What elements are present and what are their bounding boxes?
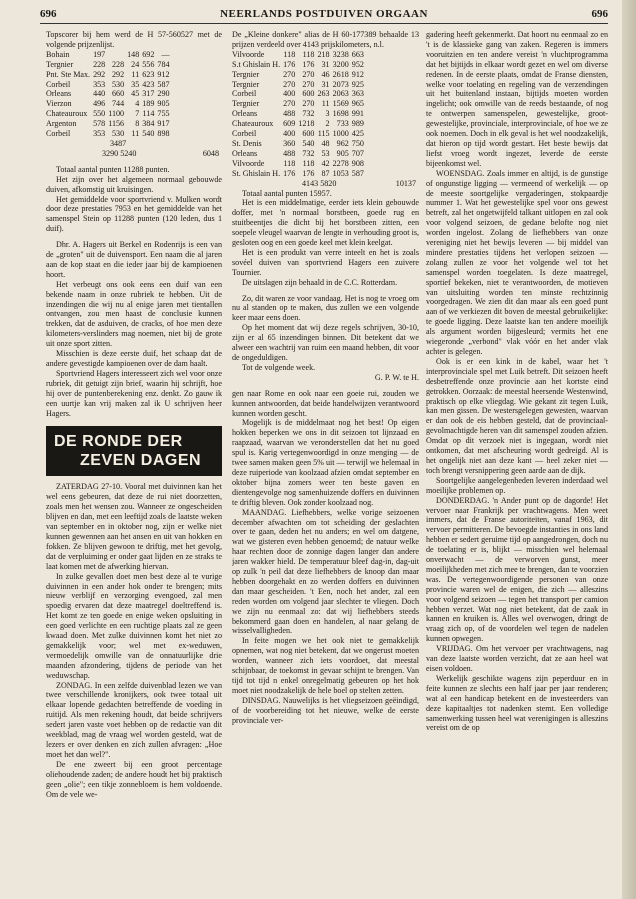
table-cell: 912 — [351, 69, 364, 79]
total-b: 10137 — [395, 178, 416, 188]
table-cell: 600 — [302, 129, 315, 139]
table-cell: 587 — [351, 168, 364, 178]
table-row — [232, 139, 367, 149]
page-spine — [622, 0, 636, 899]
table-row — [232, 80, 367, 90]
table-cell: 530 — [111, 129, 125, 139]
table-cell: 45 — [131, 89, 140, 99]
table-cell: 270 — [283, 79, 296, 89]
paragraph: Sportvriend Hagers interesseert zich wel voor onze rubriek, dit getuigt zijn brief, waarin hij schrijft, hoe hij over de puntenberekening enz. denkt. Zo gauw ik een uurtje kan vrij maken zal ik U schrijven heer Hagers. — [46, 368, 222, 418]
table-cell: 270 — [283, 99, 296, 109]
race-name: Chateauroux — [232, 119, 274, 129]
results-totals-2 — [232, 179, 419, 189]
table-cell: 550 — [93, 109, 106, 119]
table-cell: 228 — [111, 59, 125, 69]
paragraph: Tot de volgende week. — [242, 362, 316, 372]
paragraph: ZATERDAG 27-10. Vooral met duivinnen kan het wel eens gebeuren, dat deze de rui niet doorzetten, zoals men het wensen zou. Wanneer ze ongescheiden blijven en dan, met een leeftijd zoals de laatste weken van september en in oktober nog, zijn er welke niet kunnen gewennen aan het ansen en uit van hokken en fokken. Ze blijven gewoon te driftig, met het gevolg, dat de verpluiming er onder gaat lijden en ze straks te laat komen met de afwerking hiervan. — [46, 482, 222, 571]
table-cell: 744 — [111, 99, 125, 109]
table-cell: 908 — [351, 158, 364, 168]
table-row — [46, 50, 173, 60]
table-cell: 556 — [142, 59, 155, 69]
table-cell: 784 — [157, 59, 170, 69]
table-cell: 176 — [283, 168, 296, 178]
table-cell: 176 — [302, 168, 315, 178]
column-1 — [46, 30, 222, 892]
table-cell: 176 — [283, 59, 296, 69]
table-cell: 2073 — [332, 79, 349, 89]
table-cell: 496 — [93, 99, 106, 109]
race-name: Pnt. Ste Max. — [46, 69, 91, 79]
table-cell: 732 — [302, 109, 315, 119]
banner-line-1: DE RONDE DER — [54, 433, 183, 451]
table-cell: 707 — [351, 148, 364, 158]
table-row — [46, 89, 173, 99]
table-cell: 118 — [283, 49, 296, 59]
table-cell: 290 — [157, 89, 170, 99]
total-b: 3290 5240 — [102, 148, 137, 158]
race-name: Vierzon — [46, 99, 72, 109]
table-cell — [108, 50, 127, 60]
table-cell: 270 — [283, 69, 296, 79]
table-cell: 1569 — [332, 99, 349, 109]
table-cell: 623 — [142, 69, 155, 79]
table-cell: 353 — [93, 129, 106, 139]
table-cell: 692 — [142, 49, 155, 59]
table-cell: 118 — [302, 158, 315, 168]
table-cell: 148 — [127, 49, 140, 59]
table-cell: 292 — [93, 69, 106, 79]
table-cell: 384 — [142, 119, 155, 129]
table-row — [46, 129, 173, 139]
race-name: Corbeil — [46, 79, 71, 89]
race-name: Tergnier — [232, 99, 260, 109]
table-cell: 2278 — [332, 158, 349, 168]
table-cell: 755 — [157, 109, 170, 119]
total-a: 4143 5820 — [302, 178, 337, 188]
table-cell: — — [161, 49, 170, 59]
page-number-right: 696 — [591, 8, 608, 20]
table-cell: 917 — [157, 119, 170, 129]
table-cell: 905 — [336, 148, 349, 158]
paragraph: Op het moment dat wij deze regels schrijven, 30-10, zijn er al 65 inzendingen binnen. Dit betekent dat we alweer een wachtrij van ruim een maand hebben, dit voor de ongeduldigen. — [232, 323, 419, 362]
table-cell: 2063 — [332, 89, 349, 99]
section-banner — [46, 426, 222, 476]
table-cell: 400 — [283, 129, 296, 139]
results-totals-1 — [46, 139, 222, 159]
paragraph: De ene zweert bij een groot percentage oliehoudende zaden; de andere houdt het bij praktisch geen „olie"; een tikje zonnebloem is hem voldoende. Om de vele we- — [46, 759, 222, 799]
table-cell: 750 — [351, 138, 364, 148]
total-a: 3487 — [110, 138, 127, 148]
table-cell: 115 — [317, 129, 330, 139]
paragraph: Het is een produkt van verre inteelt en het is zoals sovéel duiven van sportvriend Hagers een zuivere Tournier. — [232, 247, 419, 277]
table-cell: 24 — [131, 59, 140, 69]
table-cell: 42 — [321, 158, 330, 168]
race-name: St. Ghislain H. — [232, 168, 281, 178]
table-cell: 270 — [302, 99, 315, 109]
table-cell: 35 — [131, 79, 140, 89]
paragraph: gen naar Rome en ook naar een goeie rui, zouden we kunnen antwoorden, dat beide handelwijzen verantwoord kunnen worden gescht. — [232, 388, 419, 418]
table-cell: 989 — [351, 119, 364, 129]
paragraph: De uitslagen zijn behaald in de C.C. Rotterdam. — [242, 277, 398, 287]
race-name: Vilvoorde — [232, 49, 265, 59]
paragraph: Het gemiddelde voor sportvriend v. Mulken wordt door deze prestaties 7953 en het gemiddelde van het samenspel Stein op 11288 punten (120 leden, dus 1 duif). — [46, 194, 222, 234]
table-cell: 228 — [93, 59, 106, 69]
paragraph: MAANDAG. Liefhebbers, welke vorige seizoenen december afwachten om tot scheiding der geslachten over te gaan, deden het nu anders; en wel om datgene, wat we gisteren even hebben genoemd; de natuur welke haar rechten door de zonnige dagen langer dan andere jaren wakker hield. De temperatuur bleef dag-in, dag-uit op zulk 'n peil dat deze liefhebbers de knoop dan maar hebben doorgehakt en zo werden doffers en duivinnen dan maar gescheiden. 't Een, noch het ander, zal een reden worden om volgend jaar slechter te vliegen. Doch we zijn nu eenmaal zo: dat wij liefhebbers steeds bekommerd gaan doen en handelen, al naar gelang de wisselvalligheden. — [232, 507, 419, 636]
race-name: Chateauroux — [46, 109, 88, 119]
table-cell: 263 — [317, 89, 330, 99]
paragraph: In feite mogen we het ook niet te gemakkelijk opnemen, wat nog niet betekent, dat we ongerust moeten worden, wanneer zich iets voordoet, dat meestal schijnbaar, de toekomst in gevaar schijnt te brengen. Van tijd tot tijd n enkel onregelmatig gebeuren op het hok moet niet noodzakelijk de hele boel op stelten zetten. — [232, 636, 419, 695]
table-cell: 1100 — [108, 109, 125, 119]
table-cell: 440 — [93, 89, 106, 99]
table-cell: 540 — [142, 129, 155, 139]
results-table-2 — [232, 50, 367, 179]
paragraph: Ook is er een kink in de kabel, waar het 't interprovinciale spel met Luik betreft. Dit seizoen heeft desbetreffende onze provincie aan het kortste eind getrokken. Oorzaak: de meestal heersende Westenwind, praktisch op elke vliegdag. Wie gekant zit tegen Luik, kan men gissen. De westersgelegen gewesten, waarvan er dan ook de eis hebben gesteld, dat de provinciaal-gevolmachtigde heren van dit samenspel zouden afzien. Omdat op dit verzoek niet is ingegaan, wordt niet ontkomen, dat met afscheuring wordt gedreigd. Al is het ongelijk niet aan deze kant — heel zeker niet — toch brengt versnippering geen aarde aan de dijk. — [426, 356, 608, 475]
table-cell: 3200 — [332, 59, 349, 69]
paragraph: WOENSDAG. Zoals immer en altijd, is de gunstige of ongunstige ligging — vermeend of werkelijk — op de meeste soortgelijke vergaderingen, stokpaardje nummer 1. Wat het gewestelijke spel voor ons gewest betreft, zal het ongetwijfeld talkant uitlopen en zal ook voor volgend seizoen, de gedane belofte nog niet worden ingelost. Zolang de liefhebbers van onze vereniging niet het bewijs leveren — bij middel van mindere prestaties tijdens het verlopen seizoen — zolang zullen ze voor het volgende wel tot het samenspel worden toegelaten. Is deze maatregel, sportief bekeken, niet te verantwoorden, de motieven van uitsluiting worden ten minste rechtzinnig voorgedragen. We zien dit dan maar als een goed punt aan of we verkiezen dit boven de meestal gebruikelijke: te goede ligging. Deze laatste kan ten andere moeilijk als argument worden bijgesleurd; vermits het ene wiegeronde „verbond" vlak vóór en het ander vlak achter is gelegen. — [426, 168, 608, 356]
table-row — [46, 60, 173, 70]
table-cell: 925 — [351, 79, 364, 89]
banner-line-2: ZEVEN DAGEN — [80, 452, 202, 470]
table-cell: 609 — [283, 119, 296, 129]
intro-text: De „Kleine donkere" alias de H 60-177389 behaalde 13 prijzen verdeeld over 4143 prijskilometers, n.l. — [232, 30, 419, 49]
table-cell: 270 — [302, 69, 315, 79]
paragraph: Het verbeugt ons ook eens een duif van een bekende naam in onze rubriek te hebben. Uit de inzendingen die wij nu al enige jaren met tientallen ontvangen, zou men haast de conclusie kunnen trekken, dat de asduiven, de cracks, of hoe men deze kilometers-verslinders mag noemen, niet bij de grote uit onze sport zitten. — [46, 279, 222, 349]
table-cell: 530 — [111, 79, 125, 89]
header-rule — [40, 23, 608, 24]
table-cell: 11 — [321, 99, 330, 109]
table-cell: 400 — [283, 89, 296, 99]
table-cell: 218 — [317, 49, 330, 59]
journal-title: NEERLANDS POSTDUIVEN ORGAAN — [220, 8, 428, 20]
race-name: St. Denis — [232, 138, 262, 148]
intro-text: Topscorer bij hem werd de H 57-560527 met de volgende prijzenlijst. — [46, 30, 222, 49]
table-cell: 488 — [283, 109, 296, 119]
paragraph: Mogelijk is de middelmaat nog het best! Op eigen hokken beperken we ons in dit seizoen tot lijnzaad en raapzaad, waarvan we veronderstellen dat het nu goed spul is. Karig vertegenwoordigd in onze menging — de twee samen maken geen 5% uit — terwijl we helemaal in deze ruiperiode van koolzaad afzien omdat september en oktober bijna zomers weer ten beste gaven en dientengevolge nog samenhuizende doffers en duivinnen te driftig bleven. Ook zonder koolzaad nog. — [232, 418, 419, 507]
table-cell: 31 — [321, 59, 330, 69]
table-cell: 587 — [157, 79, 170, 89]
column-3 — [426, 30, 608, 892]
paragraph: gadering heeft gekenmerkt. Dat hoort nu eenmaal zo en 't is de klassieke gang van zaken. Regeren is immers vooruitzien en ten andere vereist 'n vluchtprogramma dat het bijtijds in elkaar wordt gezet en wel om diverse redenen. In de eerste plaats, omdat de Franse diensten, welke voor toelating en regeling van de verzendingen uit het buitenland instaan, bijtijds moeten worden ingelicht; ook omwille van de reeds bestaande, of nog te ontwerpen samenspelen, gewestelijke, groot-gewestelijke, provinciale, interprovinciale, of hoe we ze ook noemen. Doch in elk geval is het wel noodzakelijk, dat hieron op tijd wordt gestart. Het beste bewijs dat liefst vroeg wordt ingezet, leverde de eerste bijeenkomst wel. — [426, 30, 608, 168]
table-cell: 114 — [142, 109, 155, 119]
table-cell: 540 — [302, 138, 315, 148]
table-cell: 898 — [157, 129, 170, 139]
paragraph: ZONDAG. In een zelfde duivenblad lezen we van twee verschillende kronijkers, ook twee totaal uit elkaar lopende gedachten betreffende de voeding in ruitijd. Als men rekening houdt, dat beide schrijvers sedert jaren vaste voet hebben op de redactie van dit weekblad, mag de vraag wel worden gesteld, wat de lezers er over denken en zich zullen afvragen: „Hoe moet het dan wel?". — [46, 680, 222, 759]
table-cell: 423 — [142, 79, 155, 89]
table-cell: 488 — [283, 148, 296, 158]
table-cell: 353 — [93, 79, 106, 89]
total-c: 6048 — [202, 148, 219, 158]
table-cell: 48 — [321, 138, 330, 148]
page-header — [40, 6, 608, 22]
table-cell: 118 — [302, 49, 315, 59]
table-cell: 578 — [93, 119, 106, 129]
race-name: Tergnier — [232, 69, 260, 79]
table-row — [46, 99, 173, 109]
paragraph: Totaal aantal punten 11288 punten. — [56, 164, 170, 174]
paragraph: Misschien is deze eerste duif, het schaap dat de andere gevestigde kampioenen over de dam haalt. — [46, 349, 222, 368]
table-row — [46, 119, 173, 129]
table-cell: 11 — [131, 69, 140, 79]
table-cell: 1156 — [108, 119, 125, 129]
race-name: Argenton — [46, 119, 77, 129]
table-cell: 197 — [93, 49, 106, 59]
table-row — [232, 129, 367, 139]
table-cell: 8 — [135, 119, 140, 129]
table-cell: 292 — [111, 69, 125, 79]
race-name: Tergnier — [46, 59, 74, 69]
table-row — [232, 99, 367, 109]
results-table-1 — [46, 50, 173, 139]
race-name: Corbeil — [46, 129, 71, 139]
table-cell: 952 — [351, 59, 364, 69]
table-cell: 965 — [351, 99, 364, 109]
table-cell: 1000 — [332, 129, 349, 139]
table-cell: 46 — [321, 69, 330, 79]
race-name: Vilvoorde — [232, 158, 265, 168]
paragraph: Soortgelijke aangelegenheden leveren inderdaad wel moeilijke problemen op. — [426, 475, 608, 495]
table-cell: 962 — [336, 138, 349, 148]
paragraph: VRIJDAG. Om het vervoer per vrachtwagens, nag van deze laatste worden verzicht, dat ze aan heel wat eisen voldoen. — [426, 644, 608, 673]
table-row — [232, 70, 367, 80]
table-row — [232, 89, 367, 99]
race-name: Corbeil — [232, 129, 257, 139]
paragraph: Totaal aantal punten 15957. — [242, 188, 332, 198]
paragraph: Het zijn over het algemeen normaal gebouwde duiven, afkomstig uit kruisingen. — [46, 174, 222, 194]
paragraph: DINSDAG. Nauwelijks is het vliegseizoen geëindigd, of de voorbereiding tot het nieuwe, welke de eerste provinciale ver- — [232, 695, 419, 725]
table-cell: 425 — [351, 129, 364, 139]
table-cell: 363 — [351, 89, 364, 99]
table-cell: 3238 — [332, 49, 349, 59]
table-cell: 600 — [302, 89, 315, 99]
paragraph: DONDERDAG. 'n Ander punt op de dagorde! Het vervoer naar Frankrijk per vrachtwagens. Men weet immers, dat de Franse autoriteiten, vanaf 1963, dit vervoer permitteren. De bevoegde instanties in ons land hebben er sedert geruime tijd op aangedrongen, doch nu de toelating er is, blijkt — misschien wel helemaal onverwacht — de verworven gunst, meer moeilijkheden met zich mee te brengen, dan te voorzien was. De vertegenwoordigende personen van onze provincie waren wel de enigen, die zich — alleszins voor volgend seizoen — tegen het transport per camion hebben verzet. Wat nog niet betekent, dat de zaak in kannen en kruiken is. Alles wel overwogen, dringt de vraag zich op, of de voordelen wel tegen de nadelen kunnen opwegen. — [426, 495, 608, 644]
signature: G. P. W. te H. — [374, 372, 419, 382]
race-name: Corbeil — [232, 89, 257, 99]
table-cell: 732 — [302, 148, 315, 158]
race-name: Orleans — [232, 109, 258, 119]
table-row — [232, 169, 367, 179]
table-row — [46, 109, 173, 119]
table-row — [232, 50, 367, 60]
page-number-left: 696 — [40, 8, 57, 20]
table-cell: 3 — [325, 109, 330, 119]
table-cell: 31 — [321, 79, 330, 89]
race-name: Orleans — [46, 89, 72, 99]
paragraph: Dhr. A. Hagers uit Berkel en Rodenrijs is een van de „groten" uit de duivensport. Een naam die al jaren aan de kop staat en die ieder jaar bij de kampioenen hoort. — [46, 240, 222, 279]
table-cell: 270 — [302, 79, 315, 89]
race-name: Orleans — [232, 148, 258, 158]
table-row — [46, 80, 173, 90]
table-row — [232, 109, 367, 119]
table-cell: 189 — [142, 99, 155, 109]
table-row — [46, 70, 173, 80]
table-cell: 317 — [142, 89, 155, 99]
table-cell: 87 — [321, 168, 330, 178]
paragraph: In zulke gevallen doet men best deze al te vurige duivinnen in een ander hok onder te brengen; mits nieuw verblijf en verzorging evengoed, zal men spoedig ervaren dat deze maatregel doeltreffend is. Het komt ze ten goede en enige weken opsluiting in een goed verlichte en een ruchtige plaats zal ze geen kwaad doen. Met zulke duivinnen komt het niet zo gemakkelijk voor; wel met ex-weduwen, vermoedelijk omwille van de onnatuurlijke drie maanden afzondering, tijdens de periode van het weduwschap. — [46, 571, 222, 680]
table-row — [232, 60, 367, 70]
table-cell: 1698 — [332, 109, 349, 119]
table-row — [232, 159, 367, 169]
table-cell: 660 — [111, 89, 125, 99]
table-cell: 912 — [157, 69, 170, 79]
paragraph: Het is een middelmatige, eerder iets klein gebouwde doffer, met 'n normaal borstbeen, goede rug en stuitbeentjes die dicht bij het borstbeen zitten, een soepele vleugel waarvan de lengte in verhouding groot is, gesloten oog en een goede keel met klein keelgat. — [232, 198, 419, 248]
table-row — [232, 149, 367, 159]
race-name: Tergnier — [232, 79, 260, 89]
table-cell: 2 — [325, 119, 330, 129]
table-cell: 733 — [336, 119, 349, 129]
table-cell: 1053 — [332, 168, 349, 178]
table-cell: 4 — [135, 99, 140, 109]
table-cell: 360 — [283, 138, 296, 148]
table-cell: 991 — [351, 109, 364, 119]
table-cell: 2618 — [332, 69, 349, 79]
table-cell: 11 — [131, 129, 140, 139]
table-cell: 905 — [157, 99, 170, 109]
race-name: Bohain — [46, 49, 70, 59]
table-cell: 176 — [302, 59, 315, 69]
table-cell: 1218 — [298, 119, 315, 129]
table-cell: 663 — [351, 49, 364, 59]
table-cell: 118 — [283, 158, 296, 168]
race-name: S.t Ghislain H. — [232, 59, 281, 69]
paragraph: Zo, dit waren ze voor vandaag. Het is nog te vroeg om nu al standen op te maken, dus zullen we een volgende keer maar eens doen. — [232, 293, 419, 323]
table-cell: 53 — [321, 148, 330, 158]
paragraph: Werkelijk geschikte wagens zijn peperduur en in feite kunnen ze slechts een half jaar per jaar renderen; wat al een handicap betekent en de investeerders van deze kapitaaltjes tot nadenken stemt. Een volledige samenwerking tussen heel wat verenigingen is alleszins vereist om de op — [426, 673, 608, 733]
table-cell: 7 — [135, 109, 140, 119]
table-row — [232, 119, 367, 129]
column-2 — [232, 30, 419, 892]
